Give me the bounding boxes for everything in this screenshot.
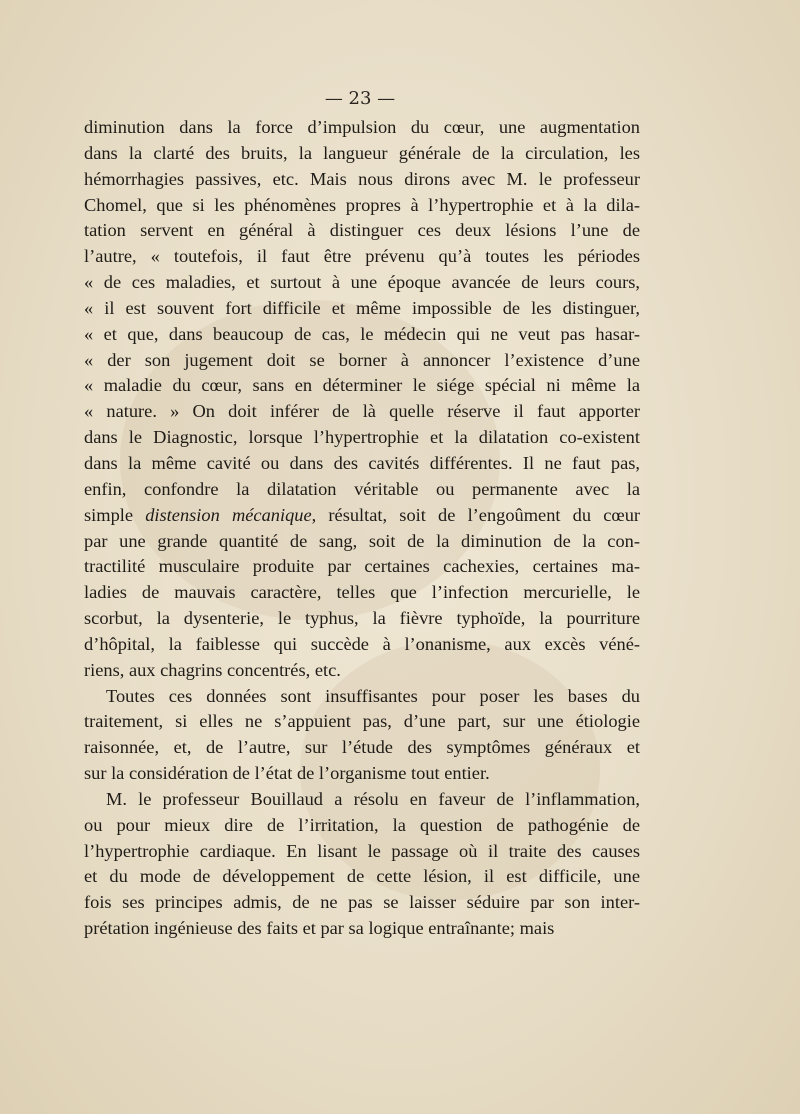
text-line: dans la même cavité ou dans des cavités différentes. Il ne faut pas, bbox=[84, 452, 640, 473]
text-line: dans le Diagnostic, lorsque l’hypertrophie et la dilatation co-existent bbox=[84, 427, 640, 448]
text-line: enfin, confondre la dilatation véritable ou permanente avec la bbox=[84, 478, 640, 499]
text-line: sur la considération de l’état de l’organisme tout entier. bbox=[84, 763, 490, 784]
text-line: « de ces maladies, et surtout à une époque avancée de leurs cours, bbox=[84, 272, 640, 293]
text-line: riens, aux chagrins concentrés, etc. bbox=[84, 659, 341, 680]
text-line: « et que, dans beaucoup de cas, le médecin qui ne veut pas hasar- bbox=[84, 323, 640, 344]
text-line: « nature. » On doit inférer de là quelle réserve il faut apporter bbox=[84, 401, 640, 422]
text-line: tation servent en général à distinguer ces deux lésions l’une de bbox=[84, 220, 640, 241]
text-line: l’hypertrophie cardiaque. En lisant le passage où il traite des causes bbox=[84, 840, 640, 861]
text-line: traitement, si elles ne s’appuient pas, d’une part, sur une étiologie bbox=[84, 711, 640, 732]
text-line bbox=[84, 503, 640, 529]
text-line: prétation ingénieuse des faits et par sa logique entraînante; mais bbox=[84, 918, 555, 939]
text-line: « maladie du cœur, sans en déterminer le siége spécial ni même la bbox=[84, 375, 640, 396]
text-line: dans la clarté des bruits, la langueur générale de la circulation, les bbox=[84, 142, 640, 163]
text-line: Chomel, que si les phénomènes propres à l’hypertrophie et à la dila- bbox=[84, 194, 640, 215]
text-span: , résultat, soit de l’engoûment du cœur bbox=[311, 504, 640, 525]
text-line: tractilité musculaire produite par certaines cachexies, certaines ma- bbox=[84, 556, 640, 577]
text-line: raisonnée, et, de l’autre, sur l’étude des symptômes généraux et bbox=[84, 737, 640, 758]
text-line: l’autre, « toutefois, il faut être prévenu qu’à toutes les périodes bbox=[84, 246, 640, 267]
text-line: fois ses principes admis, de ne pas se laisser séduire par son inter- bbox=[84, 892, 640, 913]
text-line: et du mode de développement de cette lésion, il est difficile, une bbox=[84, 866, 640, 887]
italic-term: distension mécanique bbox=[145, 504, 312, 525]
text-line: « il est souvent fort difficile et même impossible de les distinguer, bbox=[84, 297, 640, 318]
text-line: « der son jugement doit se borner à annoncer l’existence d’une bbox=[84, 349, 640, 370]
text-line: Toutes ces données sont insuffisantes pour poser les bases du bbox=[106, 685, 640, 706]
text-span: simple bbox=[84, 504, 146, 525]
text-line: scorbut, la dysenterie, le typhus, la fièvre typhoïde, la pourriture bbox=[84, 608, 640, 629]
text-line: ou pour mieux dire de l’irritation, la question de pathogénie de bbox=[84, 814, 640, 835]
text-line: M. le professeur Bouillaud a résolu en faveur de l’inflammation, bbox=[106, 788, 640, 809]
text-line: ladies de mauvais caractère, telles que l’infection mercurielle, le bbox=[84, 582, 640, 603]
body-text bbox=[84, 115, 640, 942]
text-line: hémorrhagies passives, etc. Mais nous dirons avec M. le professeur bbox=[84, 168, 640, 189]
page-number: — 23 — bbox=[324, 88, 396, 109]
text-line: par une grande quantité de sang, soit de la diminution de la con- bbox=[84, 530, 640, 551]
text-line: d’hôpital, la faiblesse qui succède à l’onanisme, aux excès véné- bbox=[84, 633, 640, 654]
text-line: diminution dans la force d’impulsion du cœur, une augmentation bbox=[84, 117, 640, 137]
